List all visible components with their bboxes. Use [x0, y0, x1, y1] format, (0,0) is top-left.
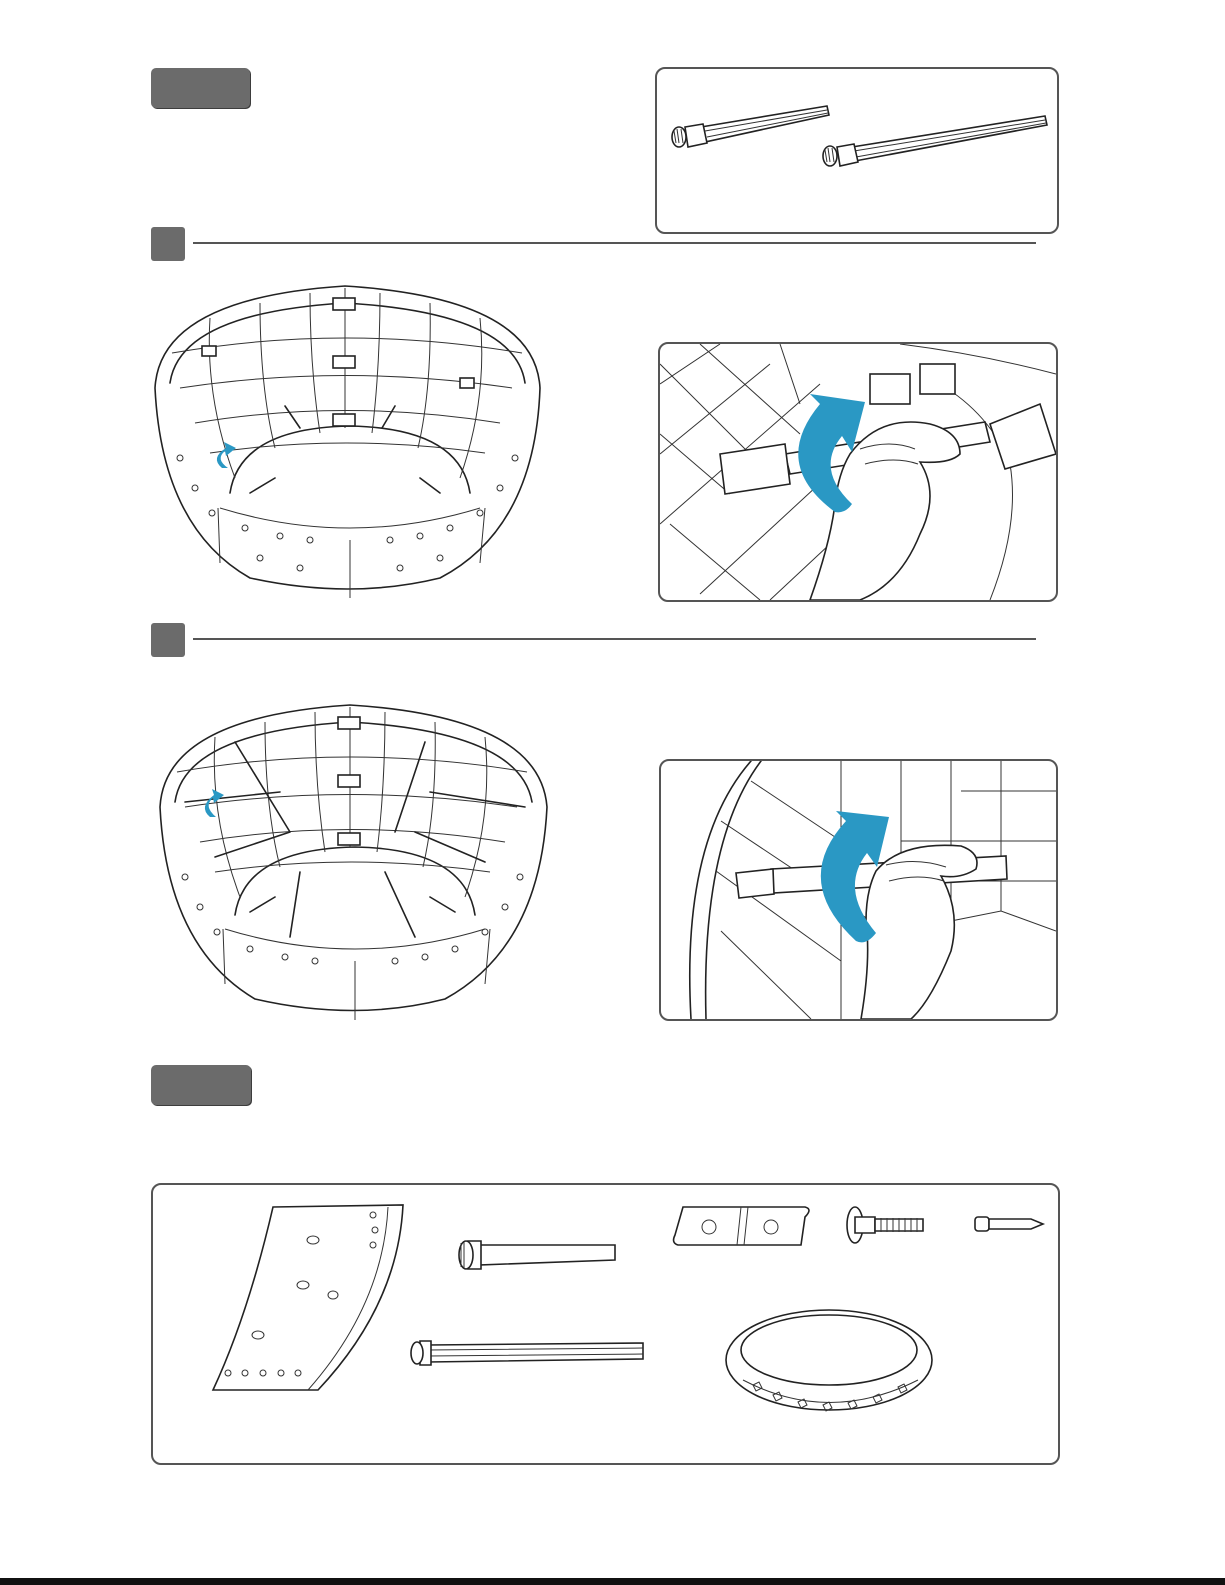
- step-2-bowl-illustration: [155, 697, 552, 1022]
- step-1-bowl-illustration: [150, 278, 545, 600]
- pin-icon: [975, 1217, 1043, 1231]
- page-footer-bar: [0, 1578, 1225, 1585]
- base-ring-icon: [726, 1310, 932, 1411]
- step-2-detail-panel: [659, 759, 1058, 1021]
- long-strut-icon: [823, 116, 1047, 166]
- step-2-divider: [193, 638, 1036, 640]
- parts-tag-bottom: [151, 1065, 251, 1105]
- step-1-divider: [193, 242, 1036, 244]
- step-1-badge: [151, 227, 185, 261]
- step-2-badge: [151, 623, 185, 657]
- shell-panel-icon: [213, 1205, 403, 1390]
- long-strut-part-icon: [411, 1341, 643, 1365]
- bolt-icon: [847, 1207, 923, 1243]
- parts-tag-top: [151, 68, 250, 108]
- parts-panel-bottom: [151, 1183, 1060, 1465]
- step-1-detail-panel: [658, 342, 1058, 602]
- parts-panel-top: [655, 67, 1059, 234]
- short-strut-part-icon: [459, 1241, 615, 1269]
- short-strut-icon: [672, 106, 829, 147]
- connector-plate-icon: [674, 1207, 809, 1245]
